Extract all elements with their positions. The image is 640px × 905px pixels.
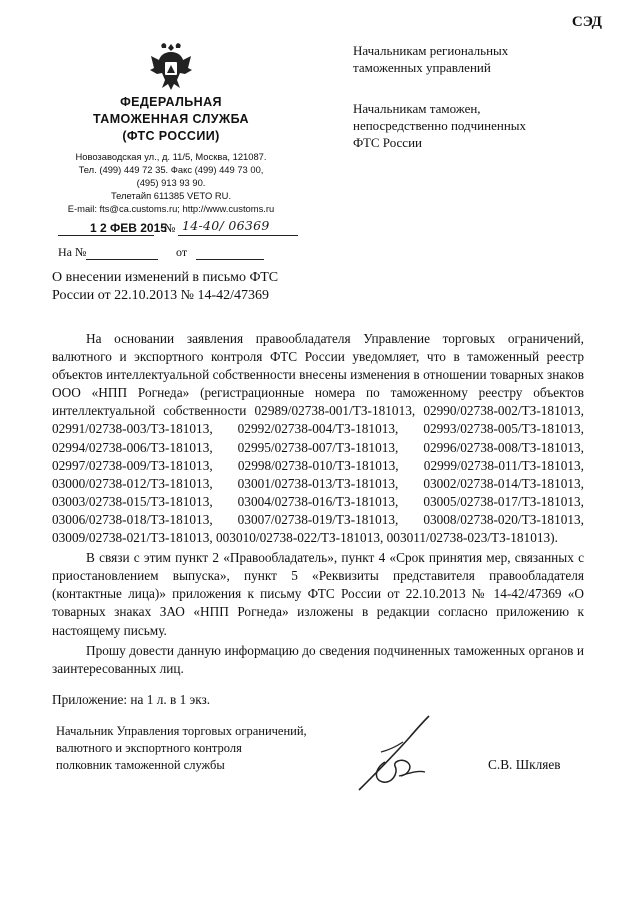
- addressee-2-line3: ФТС России: [353, 135, 422, 150]
- addressee-2-line1: Начальникам таможен,: [353, 101, 481, 116]
- sender-organization: [58, 94, 284, 145]
- org-name-line2: ТАМОЖЕННАЯ СЛУЖБА: [93, 112, 249, 126]
- sender-phone: Тел. (499) 449 72 35. Факс (499) 449 73 00,: [78, 164, 264, 175]
- sender-contacts: [58, 150, 284, 215]
- sender-email: E-mail: fts@ca.customs.ru; http://www.customs.ru: [67, 203, 275, 214]
- registration-number-handwritten: 14-40/ 06369: [182, 218, 270, 233]
- reference-date-line: [196, 245, 264, 260]
- sender-phone2: (495) 913 93 90.: [136, 177, 206, 188]
- sender-teletype: Телетайп 611385 VETO RU.: [110, 190, 232, 201]
- signatory-name: С.В. Шкляев: [488, 757, 561, 772]
- subject-line2: России от 22.10.2013 № 14-42/47369: [52, 288, 270, 303]
- body-paragraph-3: Прошу довести данную информацию до сведения подчиненных таможенных органов и заинтересованных лиц.: [52, 642, 584, 676]
- addressee-2-line2: непосредственно подчиненных: [353, 118, 527, 133]
- reference-number-line: [86, 245, 158, 260]
- body-paragraph-1: На основании заявления правообладателя Управление торговых ограничений, валютного и экспортного контроля ФТС России уведомляет, что в таможенный реестр объектов интеллектуальной собственности внесены изменения в отношении товарных знаков ООО «НПП Рогнеда» (регистрационные номера по таможенному реестру объектов интеллектуальной собственности 02989/02738-001/ТЗ-181013, 02990/02738-002/ТЗ-181013, 02991/02738-003/ТЗ-181013, 02992/02738-004/ТЗ-181013, 02993/02738-005/ТЗ-181013, 02994/02738-006/ТЗ-181013, 02995/02738-007/ТЗ-181013, 02996/02738-008/ТЗ-181013, 02997/02738-009/ТЗ-181013, 02998/02738-010/ТЗ-181013, 02999/02738-011/ТЗ-181013, 03000/02738-012/ТЗ-181013, 03001/02738-013/ТЗ-181013, 03002/02738-014/ТЗ-181013, 03003/02738-015/ТЗ-181013, 03004/02738-016/ТЗ-181013, 03005/02738-017/ТЗ-181013, 03006/02738-018/ТЗ-181013, 03007/02738-019/ТЗ-181013, 03008/02738-020/ТЗ-181013, 03009/02738-021/ТЗ-181013, 003010/02738-022/ТЗ-181013, 003011/02738-023/ТЗ-181013).: [52, 331, 584, 546]
- addressee-1-line2: таможенных управлений: [353, 60, 491, 75]
- addressee-1-line1: Начальникам региональных: [353, 43, 509, 58]
- letter-subject: [52, 269, 352, 305]
- signatory-title-line2: валютного и экспортного контроля: [56, 741, 242, 755]
- org-abbreviation: (ФТС РОССИИ): [122, 129, 220, 143]
- registration-row: [58, 218, 298, 237]
- signatory-title-line1: Начальник Управления торговых ограничений,: [56, 724, 307, 738]
- org-name-line1: ФЕДЕРАЛЬНАЯ: [120, 95, 222, 109]
- signatory-title-line3: полковник таможенной службы: [56, 758, 225, 772]
- letter-body: [52, 330, 584, 678]
- reference-number-label: На №: [58, 245, 87, 259]
- addressee-block-1: [353, 42, 603, 76]
- registration-number-label: №: [164, 221, 176, 235]
- reference-row: [58, 245, 298, 261]
- addressee-block-2: [353, 100, 603, 151]
- reference-from-label: от: [176, 245, 188, 259]
- signatory-title: [56, 723, 376, 774]
- document-system-code: СЭД: [571, 14, 602, 30]
- handwritten-signature-icon: [355, 712, 445, 794]
- body-paragraph-2: В связи с этим пункт 2 «Правообладатель», пункт 4 «Срок принятия мер, связанных с приостановлением выпуска», пункт 5 «Реквизиты представителя правообладателя (контактные лица)» приложения к письму ФТС России от 22.10.2013 № 14-42/47369 «О товарных знаках ЗАО «НПП Рогнеда» изложены в редакции согласно приложению к настоящему письму.: [52, 550, 584, 638]
- sender-address: Новозаводская ул., д. 11/5, Москва, 121087.: [75, 151, 267, 162]
- coat-of-arms-emblem-icon: [148, 40, 194, 92]
- appendix-note: Приложение: на 1 л. в 1 экз.: [52, 692, 211, 707]
- registration-date-stamp: 1 2 ФЕВ 2015: [90, 221, 167, 235]
- subject-line1: О внесении изменений в письмо ФТС: [52, 270, 279, 285]
